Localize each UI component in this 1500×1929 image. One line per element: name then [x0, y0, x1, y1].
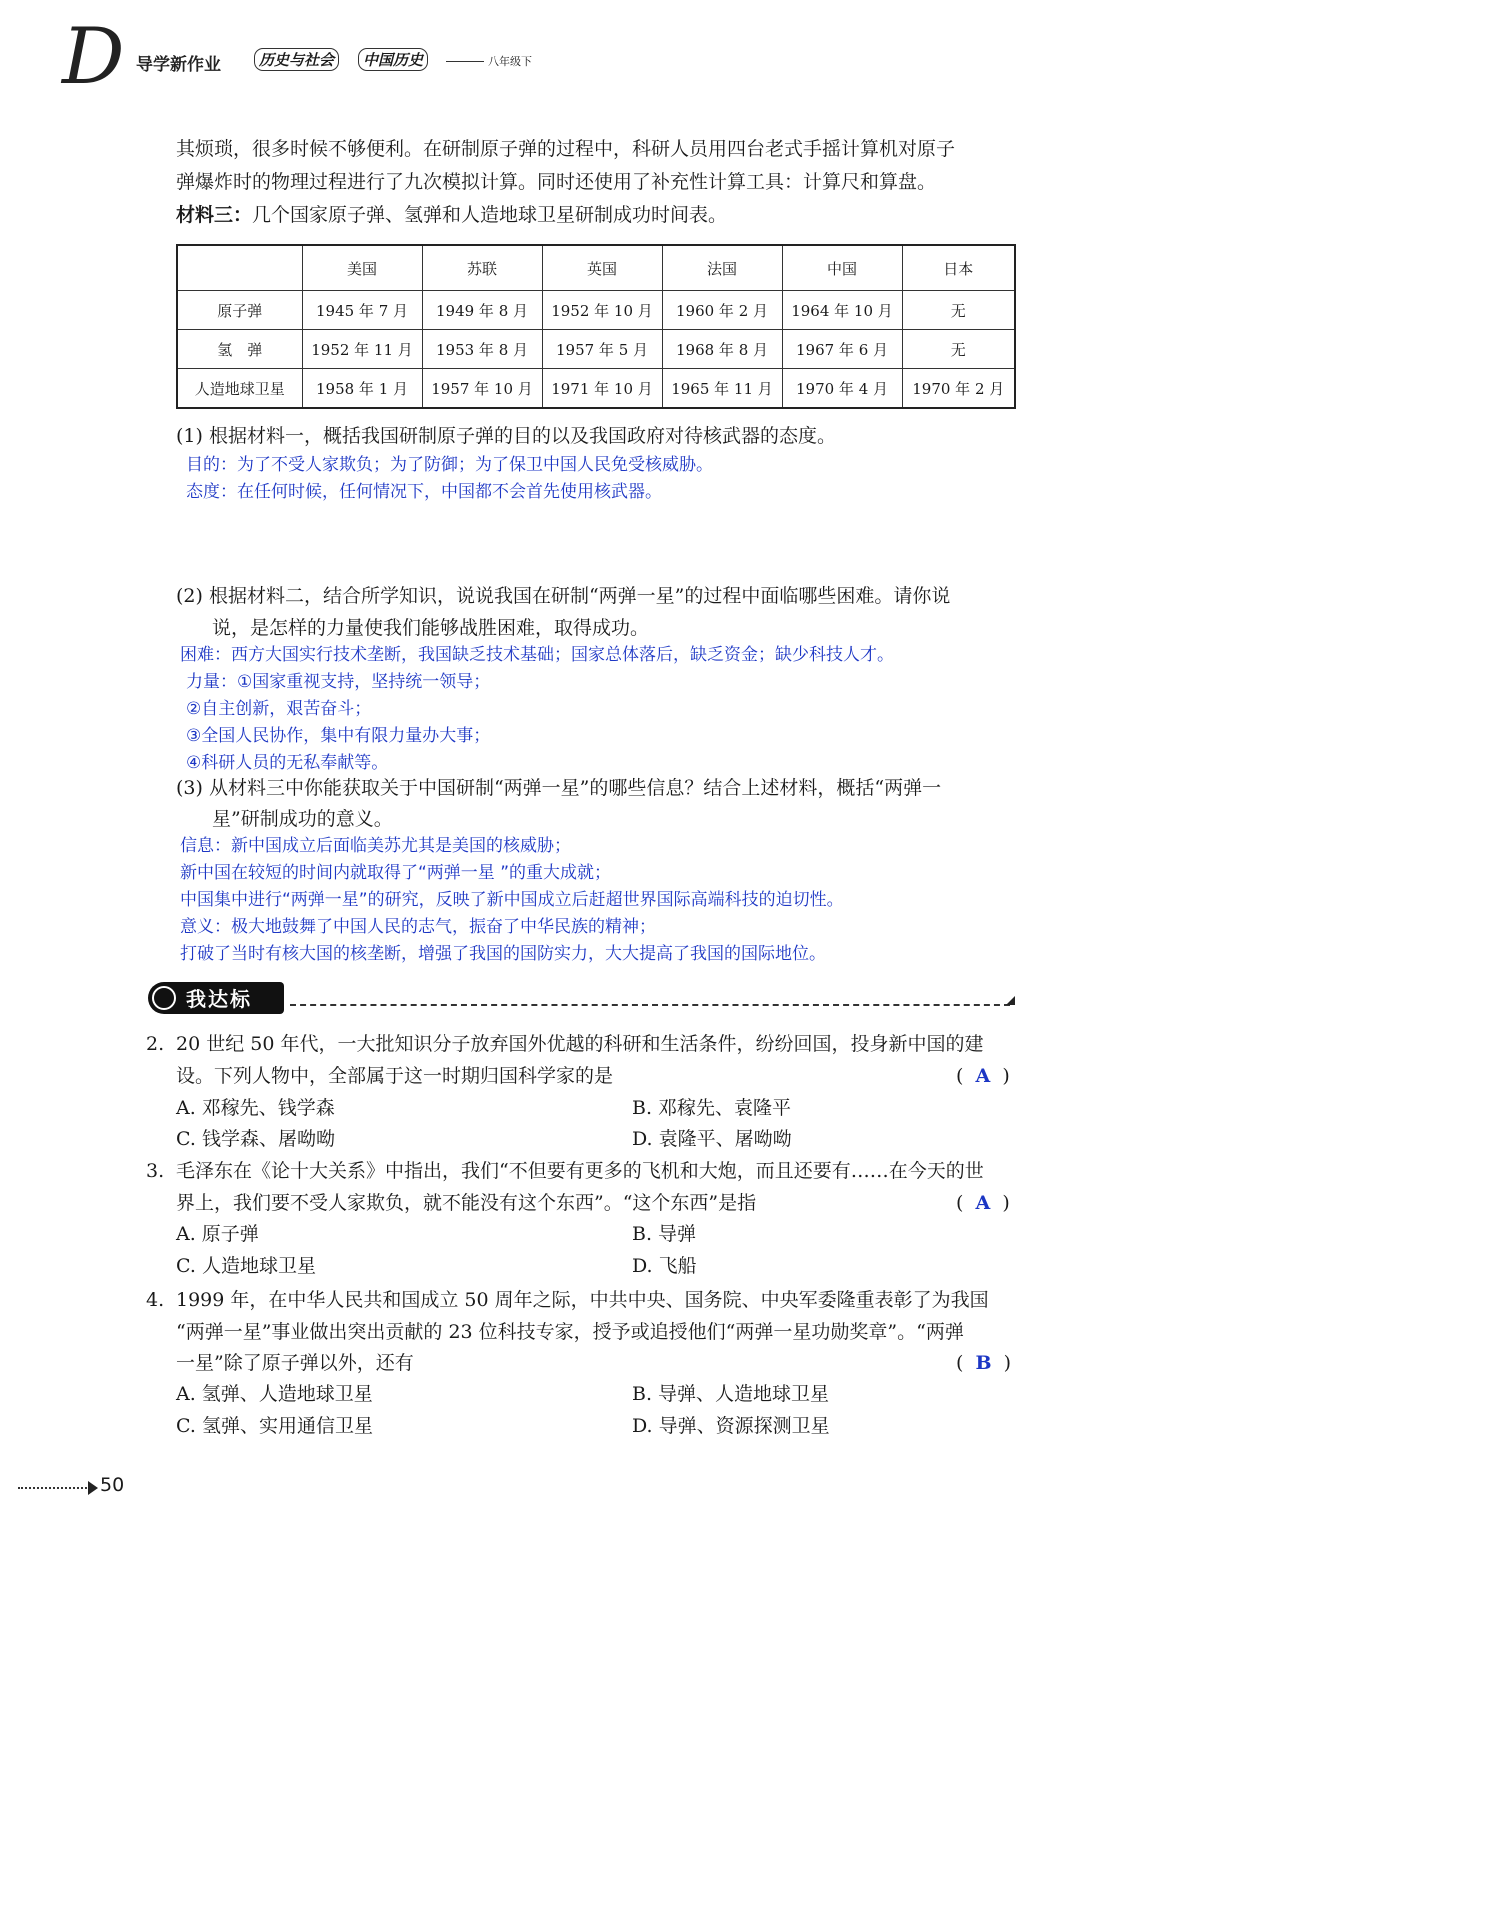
- table-header-row: [177, 245, 1015, 291]
- question-3-answer-box: ( A ): [956, 1192, 1010, 1214]
- q3-question-line-1: (3) 从材料三中你能获取关于中国研制“两弹一星”的哪些信息？结合上述材料，概括“两弹一: [176, 777, 942, 799]
- target-icon: [152, 986, 176, 1010]
- q3-answer-line: 意义：极大地鼓舞了中国人民的志气，振奋了中华民族的精神；: [180, 917, 656, 937]
- table-header-cell: 苏联: [422, 245, 542, 291]
- table-row: [177, 369, 1015, 409]
- question-3-number: 3.: [146, 1160, 165, 1182]
- page-number: 50: [100, 1474, 125, 1496]
- table-cell: 1970 年 2 月: [902, 369, 1015, 409]
- section-title: 我达标: [186, 987, 252, 1011]
- q2-answer-line: ③全国人民协作，集中有限力量办大事；: [186, 726, 491, 746]
- question-4-option-b: B. 导弹、人造地球卫星: [632, 1383, 830, 1405]
- q2-question-line-2: 说，是怎样的力量使我们能够战胜困难，取得成功。: [212, 617, 650, 639]
- table-row: [177, 291, 1015, 330]
- divider-corner-icon: [1006, 996, 1015, 1005]
- material-3: [176, 199, 727, 232]
- table-header-cell: [177, 245, 302, 291]
- q1-answer-purpose: 目的：为了不受人家欺负；为了防御；为了保卫中国人民免受核威胁。: [186, 455, 713, 475]
- question-3-answer: A: [975, 1192, 991, 1214]
- question-2-line-2: 设。下列人物中，全部属于这一时期归国科学家的是: [176, 1065, 614, 1087]
- table-header-cell: 英国: [542, 245, 662, 291]
- table-header-cell: 日本: [902, 245, 1015, 291]
- q1-question: (1) 根据材料一，概括我国研制原子弹的目的以及我国政府对待核武器的态度。: [176, 425, 836, 447]
- table-cell: 1967 年 6 月: [782, 330, 902, 369]
- series-title: 导学新作业: [136, 55, 221, 75]
- footer-dotted-line: [18, 1487, 90, 1489]
- table-header-cell: 美国: [302, 245, 422, 291]
- table-cell: 1952 年 10 月: [542, 291, 662, 330]
- question-4-option-d: D. 导弹、资源探测卫星: [632, 1415, 830, 1437]
- question-4-line-2: “两弹一星”事业做出突出贡献的 23 位科技专家，授予或追授他们“两弹一星功勋奖章”。“两弹: [176, 1321, 964, 1343]
- q3-answer-line: 信息：新中国成立后面临美苏尤其是美国的核威胁；: [180, 836, 571, 856]
- table-cell: 1971 年 10 月: [542, 369, 662, 409]
- table-cell: 氢 弹: [177, 330, 302, 369]
- material-3-label: 材料三：: [176, 204, 253, 226]
- intro-line-2: 弹爆炸时的物理过程进行了九次模拟计算。同时还使用了补充性计算工具：计算尺和算盘。: [176, 171, 937, 193]
- question-3-line-1: 毛泽东在《论十大关系》中指出，我们“不但要有更多的飞机和大炮，而且还要有……在今天的世: [176, 1160, 984, 1182]
- question-3-option-a: A. 原子弹: [176, 1223, 259, 1245]
- q2-answer-line: 困难：西方大国实行技术垄断，我国缺乏技术基础；国家总体落后，缺乏资金；缺少科技人才。: [180, 645, 894, 665]
- subject-badge: 历史与社会: [254, 48, 339, 71]
- section-divider: [290, 1004, 1010, 1006]
- logo-d-letter: D: [62, 12, 125, 102]
- table-cell: 人造地球卫星: [177, 369, 302, 409]
- table-cell: 1957 年 5 月: [542, 330, 662, 369]
- question-3-line-2: 界上，我们要不受人家欺负，就不能没有这个东西”。“这个东西”是指: [176, 1192, 757, 1214]
- table-cell: 1960 年 2 月: [662, 291, 782, 330]
- table-cell: 无: [902, 330, 1015, 369]
- q2-answer-line: ④科研人员的无私奉献等。: [186, 753, 389, 773]
- q2-question-line-1: (2) 根据材料二，结合所学知识，说说我国在研制“两弹一星”的过程中面临哪些困难。请你说: [176, 585, 951, 607]
- grade-label: 八年级下: [488, 55, 532, 68]
- question-4-option-a: A. 氢弹、人造地球卫星: [176, 1383, 373, 1405]
- table-cell: 1953 年 8 月: [422, 330, 542, 369]
- table-cell: 1965 年 11 月: [662, 369, 782, 409]
- question-4-answer-box: ( B ): [956, 1352, 1012, 1374]
- table-header-cell: 法国: [662, 245, 782, 291]
- table-cell: 1964 年 10 月: [782, 291, 902, 330]
- table-cell: 1952 年 11 月: [302, 330, 422, 369]
- q1-answer-attitude: 态度：在任何时候，任何情况下，中国都不会首先使用核武器。: [186, 482, 662, 502]
- footer-arrow-icon: [88, 1481, 98, 1495]
- question-4-answer: B: [975, 1352, 992, 1374]
- question-2-line-1: 20 世纪 50 年代，一大批知识分子放弃国外优越的科研和生活条件，纷纷回国，投身新中国的建: [176, 1033, 984, 1055]
- question-4-option-c: C. 氢弹、实用通信卫星: [176, 1415, 373, 1437]
- question-4-line-3: 一星”除了原子弹以外，还有: [176, 1352, 414, 1374]
- table-cell: 原子弹: [177, 291, 302, 330]
- question-4-line-1: 1999 年，在中华人民共和国成立 50 周年之际，中共中央、国务院、中央军委隆重表彰了为我国: [176, 1289, 989, 1311]
- q2-answer-line: 力量：①国家重视支持，坚持统一领导；: [186, 672, 491, 692]
- table-cell: 1970 年 4 月: [782, 369, 902, 409]
- q2-answer-line: ②自主创新，艰苦奋斗；: [186, 699, 372, 719]
- table-cell: 1968 年 8 月: [662, 330, 782, 369]
- table-cell: 1958 年 1 月: [302, 369, 422, 409]
- header-dash: [446, 61, 484, 62]
- material-3-text: 几个国家原子弹、氢弹和人造地球卫星研制成功时间表。: [252, 204, 728, 226]
- intro-line-1: 其烦琐，很多时候不够便利。在研制原子弹的过程中，科研人员用四台老式手摇计算机对原子: [176, 138, 956, 160]
- q3-answer-line: 中国集中进行“两弹一星”的研究，反映了新中国成立后赶超世界国际高端科技的迫切性。: [180, 890, 844, 910]
- question-2-option-b: B. 邓稼先、袁隆平: [632, 1097, 792, 1119]
- question-2-option-a: A. 邓稼先、钱学森: [176, 1097, 335, 1119]
- question-3-option-c: C. 人造地球卫星: [176, 1255, 316, 1277]
- question-2-option-c: C. 钱学森、屠呦呦: [176, 1128, 335, 1150]
- table-cell: 1957 年 10 月: [422, 369, 542, 409]
- table-cell: 1949 年 8 月: [422, 291, 542, 330]
- question-2-number: 2.: [146, 1033, 165, 1055]
- table-header-cell: 中国: [782, 245, 902, 291]
- question-2-answer: A: [975, 1065, 991, 1087]
- question-4-number: 4.: [146, 1289, 165, 1311]
- weapons-timeline-table: [176, 244, 1016, 409]
- q3-question-line-2: 星”研制成功的意义。: [212, 808, 393, 830]
- course-badge: 中国历史: [358, 48, 428, 71]
- q3-answer-line: 新中国在较短的时间内就取得了“两弹一星 ”的重大成就；: [180, 863, 612, 883]
- table-cell: 无: [902, 291, 1015, 330]
- table-cell: 1945 年 7 月: [302, 291, 422, 330]
- q3-answer-line: 打破了当时有核大国的核垄断，增强了我国的国防实力，大大提高了我国的国际地位。: [180, 944, 826, 964]
- question-3-option-d: D. 飞船: [632, 1255, 697, 1277]
- table-row: [177, 330, 1015, 369]
- question-2-answer-box: ( A ): [956, 1065, 1010, 1087]
- question-2-option-d: D. 袁隆平、屠呦呦: [632, 1128, 792, 1150]
- question-3-option-b: B. 导弹: [632, 1223, 697, 1245]
